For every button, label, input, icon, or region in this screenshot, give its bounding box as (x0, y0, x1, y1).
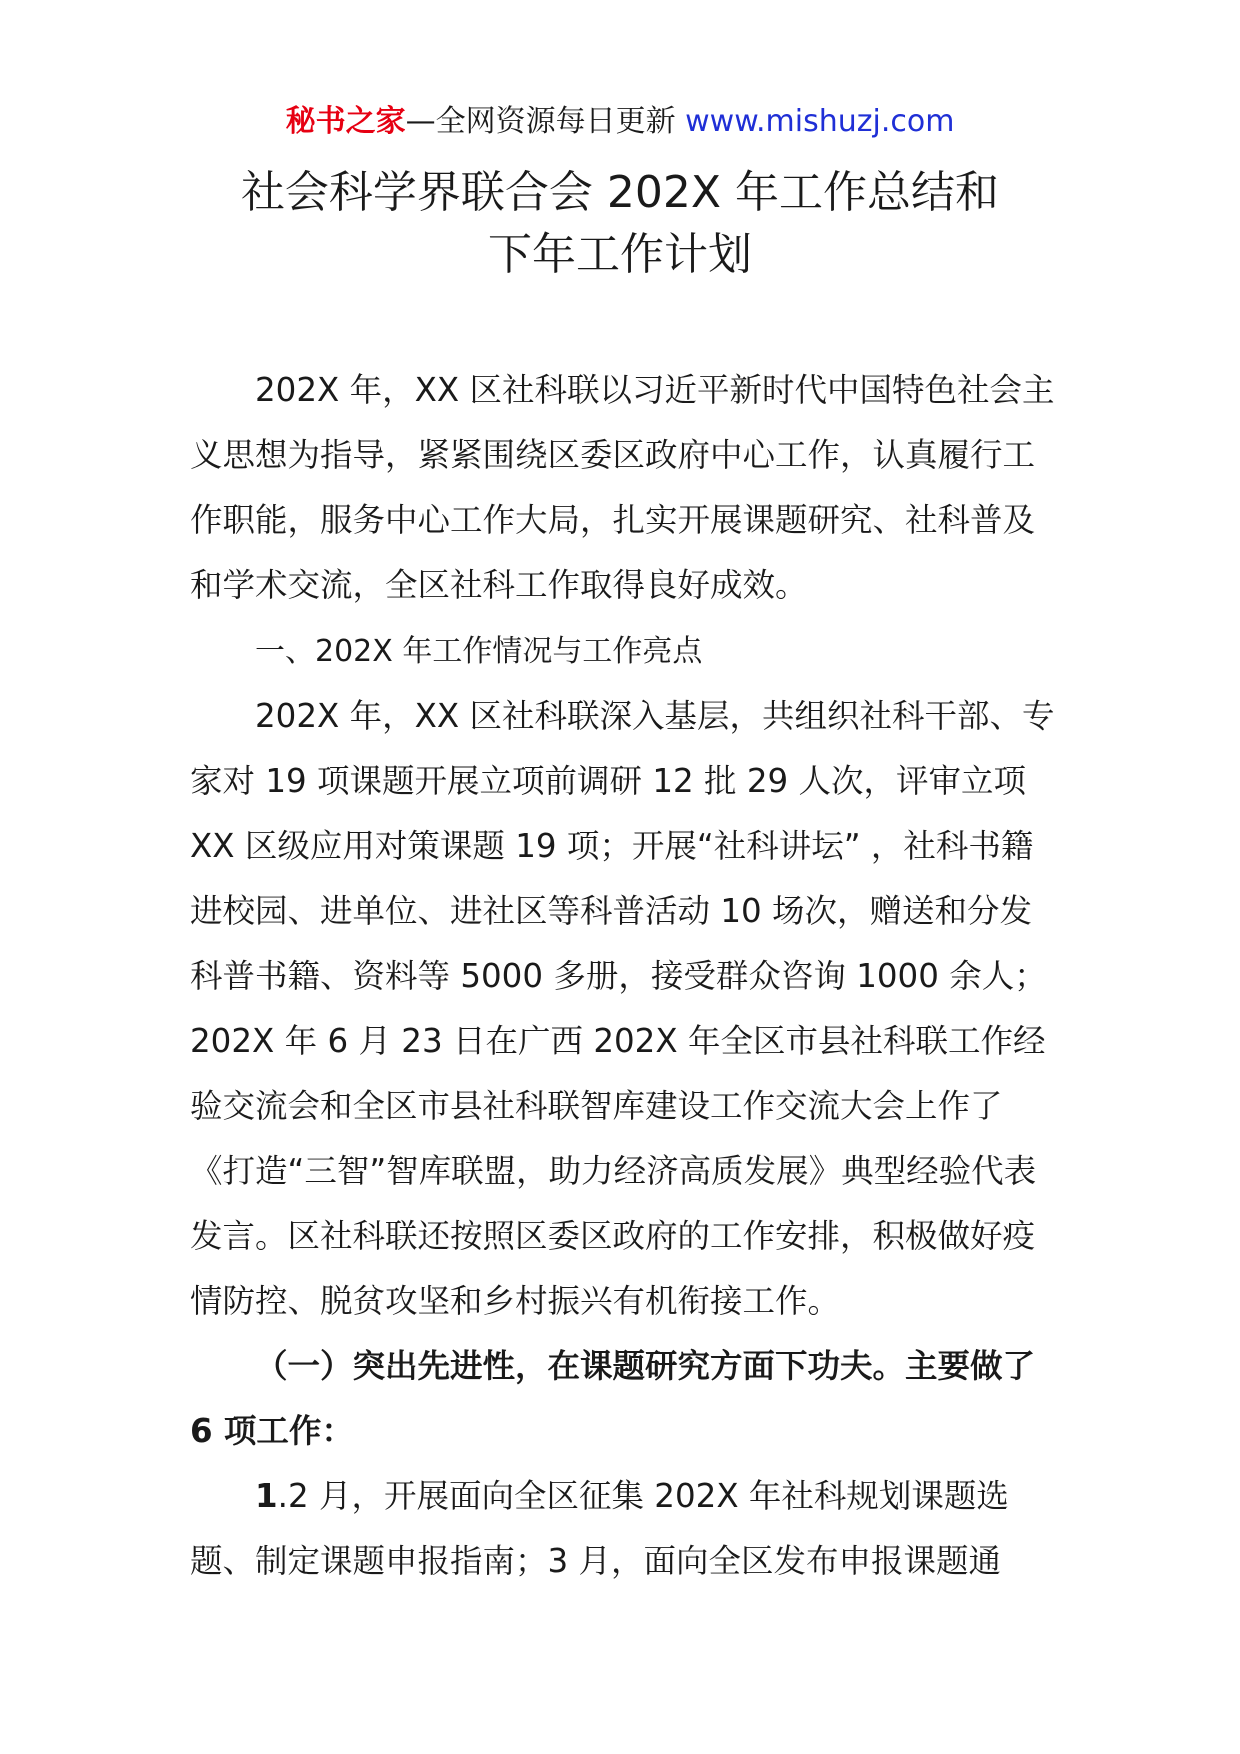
section-heading (190, 618, 1060, 684)
section-heading-text: 一、202X 年工作情况与工作亮点 (255, 634, 703, 669)
header-tagline: —全网资源每日更新 (405, 104, 676, 139)
brand-name: 秘书之家 (285, 104, 406, 139)
list-item-1 (190, 1464, 1060, 1594)
title-line-2: 下年工作计划 (488, 229, 752, 280)
watermark-header (0, 98, 1240, 146)
subsection-heading: （一）突出先进性，在课题研究方面下功夫。主要做了 6 项工作： (190, 1347, 1036, 1450)
document-title (0, 162, 1240, 286)
section-body-paragraph: 202X 年，XX 区社科联深入基层，共组织社科干部、专家对 19 项课题开展立项前调研 12 批 29 人次，评审立项 XX 区级应用对策课题 19 项；开展“社科讲坛” ，社科书籍进校园、进单位、进社区等科普活动 10 场次，赠送和分发科普书籍、资料等 5000 多册，接受群众咨询 1000 余人；202X 年 6 月 23 日在广西 202X 年全区市县社科联工作经验交流会和全区市县社科联智库建设工作交流大会上作了《打造“三智”智库联盟，助力经济高质发展》典型经验代表发言。区社科联还按照区委区政府的工作安排，积极做好疫情防控、脱贫攻坚和乡村振兴有机衔接工作。 (190, 697, 1055, 1320)
title-line-1: 社会科学界联合会 202X 年工作总结和 (240, 167, 1000, 218)
document-body (190, 358, 1060, 1594)
list-item-text: .2 月，开展面向全区征集 202X 年社科规划课题选题、制定课题申报指南；3 月，面向全区发布申报课题通 (190, 1477, 1009, 1580)
list-item-number: 1 (255, 1477, 278, 1515)
site-url-link[interactable]: www.mishuzj.com (685, 104, 955, 139)
intro-paragraph: 202X 年，XX 区社科联以习近平新时代中国特色社会主义思想为指导，紧紧围绕区委区政府中心工作，认真履行工作职能，服务中心工作大局，扎实开展课题研究、社科普及和学术交流，全区社科工作取得良好成效。 (190, 371, 1055, 604)
